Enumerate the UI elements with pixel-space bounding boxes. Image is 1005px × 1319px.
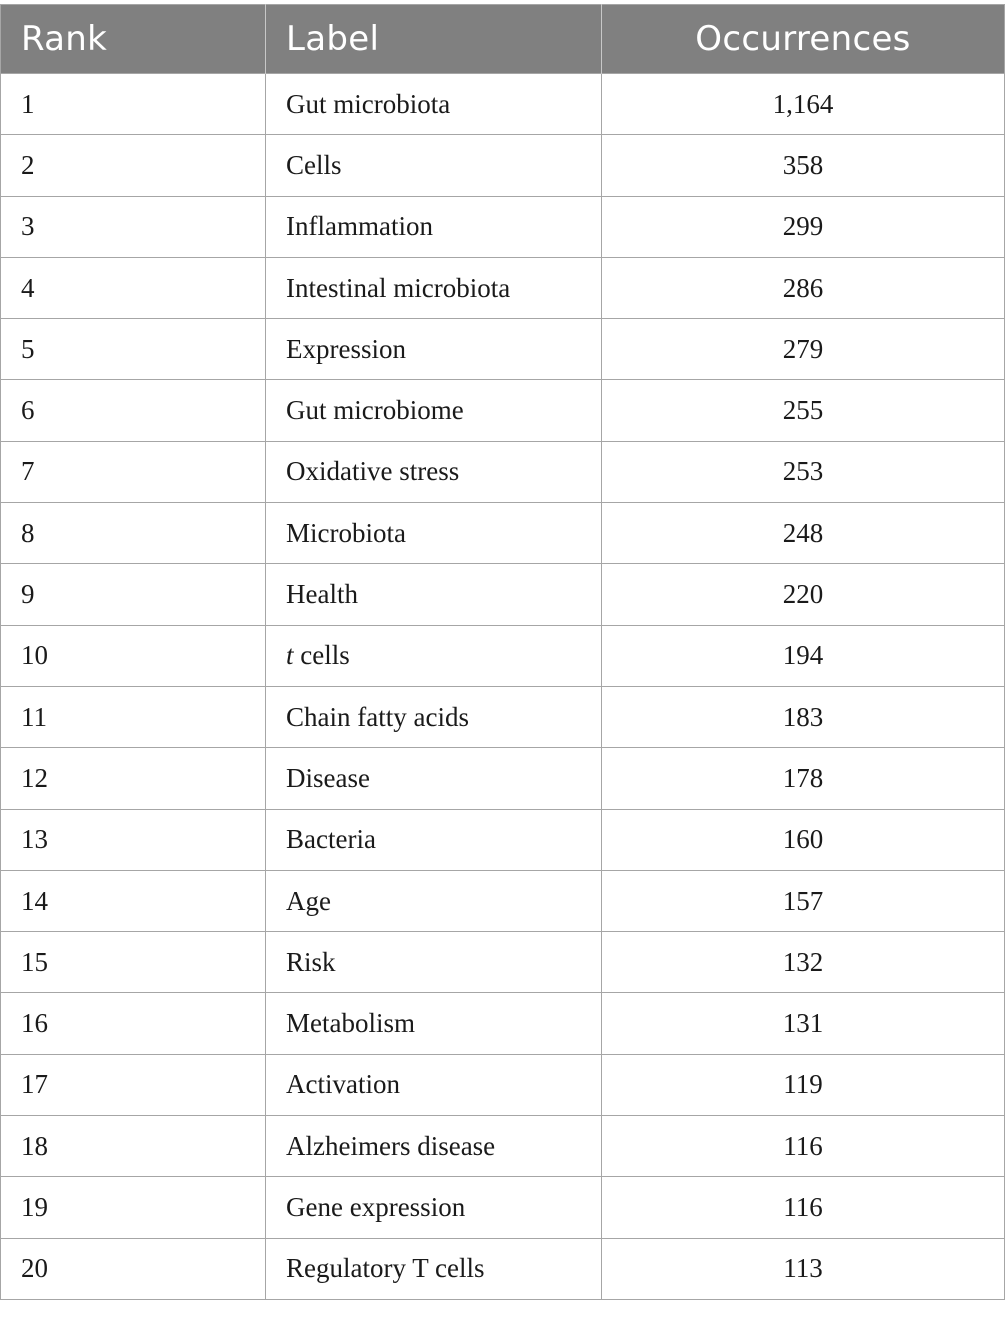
label-cell: Alzheimers disease [266, 1116, 602, 1177]
table-row [1, 1177, 1005, 1238]
label-cell: Disease [266, 748, 602, 809]
rank-cell: 10 [1, 625, 266, 686]
rank-cell: 19 [1, 1177, 266, 1238]
label-cell: Inflammation [266, 196, 602, 257]
occurrences-cell: 160 [602, 809, 1005, 870]
occurrences-cell: 299 [602, 196, 1005, 257]
label-cell: Chain fatty acids [266, 686, 602, 747]
label-cell [266, 625, 602, 686]
table-row [1, 441, 1005, 502]
label-cell: Intestinal microbiota [266, 257, 602, 318]
occurrences-cell: 116 [602, 1116, 1005, 1177]
occurrences-cell: 113 [602, 1238, 1005, 1299]
rank-cell: 9 [1, 564, 266, 625]
header-row [1, 5, 1005, 74]
table-row [1, 135, 1005, 196]
occurrences-cell: 157 [602, 870, 1005, 931]
rank-cell: 11 [1, 686, 266, 747]
occurrences-cell: 358 [602, 135, 1005, 196]
rank-cell: 13 [1, 809, 266, 870]
occurrences-cell: 286 [602, 257, 1005, 318]
table-row [1, 1054, 1005, 1115]
occurrences-table [0, 4, 1005, 1300]
rank-cell: 17 [1, 1054, 266, 1115]
occurrences-cell: 220 [602, 564, 1005, 625]
rank-cell: 6 [1, 380, 266, 441]
label-cell: Gut microbiome [266, 380, 602, 441]
occurrences-cell: 119 [602, 1054, 1005, 1115]
table-row [1, 993, 1005, 1054]
header-occurrences: Occurrences [602, 5, 1005, 74]
rank-cell: 4 [1, 257, 266, 318]
table-row [1, 870, 1005, 931]
occurrences-cell: 248 [602, 503, 1005, 564]
label-cell: Health [266, 564, 602, 625]
occurrences-cell: 116 [602, 1177, 1005, 1238]
table-row [1, 74, 1005, 135]
rank-cell: 7 [1, 441, 266, 502]
rank-cell: 15 [1, 932, 266, 993]
table-row [1, 1238, 1005, 1299]
table-row [1, 625, 1005, 686]
label-cell: Metabolism [266, 993, 602, 1054]
label-cell: Expression [266, 319, 602, 380]
table-row [1, 319, 1005, 380]
table-row [1, 564, 1005, 625]
rank-cell: 14 [1, 870, 266, 931]
label-cell: Oxidative stress [266, 441, 602, 502]
rank-cell: 5 [1, 319, 266, 380]
label-cell: Bacteria [266, 809, 602, 870]
label-cell: Risk [266, 932, 602, 993]
label-cell: Microbiota [266, 503, 602, 564]
label-cell: Age [266, 870, 602, 931]
rank-cell: 18 [1, 1116, 266, 1177]
occurrences-cell: 1,164 [602, 74, 1005, 135]
label-italic-part: t [286, 640, 294, 671]
table-row [1, 503, 1005, 564]
rank-cell: 1 [1, 74, 266, 135]
rank-cell: 8 [1, 503, 266, 564]
header-label: Label [266, 5, 602, 74]
occurrences-cell: 132 [602, 932, 1005, 993]
rank-cell: 16 [1, 993, 266, 1054]
occurrences-cell: 194 [602, 625, 1005, 686]
header-rank: Rank [1, 5, 266, 74]
label-cell: Cells [266, 135, 602, 196]
label-cell: Gene expression [266, 1177, 602, 1238]
occurrences-cell: 178 [602, 748, 1005, 809]
label-rest-part: cells [293, 640, 350, 671]
table-row [1, 380, 1005, 441]
rank-cell: 12 [1, 748, 266, 809]
table-row [1, 748, 1005, 809]
occurrences-cell: 131 [602, 993, 1005, 1054]
rank-cell: 2 [1, 135, 266, 196]
label-cell: Activation [266, 1054, 602, 1115]
table-row [1, 196, 1005, 257]
table-row [1, 932, 1005, 993]
label-cell: Regulatory T cells [266, 1238, 602, 1299]
rank-cell: 20 [1, 1238, 266, 1299]
occurrences-cell: 255 [602, 380, 1005, 441]
occurrences-cell: 183 [602, 686, 1005, 747]
rank-cell: 3 [1, 196, 266, 257]
label-cell: Gut microbiota [266, 74, 602, 135]
table-row [1, 809, 1005, 870]
occurrences-cell: 253 [602, 441, 1005, 502]
table-row [1, 257, 1005, 318]
table-row [1, 686, 1005, 747]
table-row [1, 1116, 1005, 1177]
occurrences-cell: 279 [602, 319, 1005, 380]
